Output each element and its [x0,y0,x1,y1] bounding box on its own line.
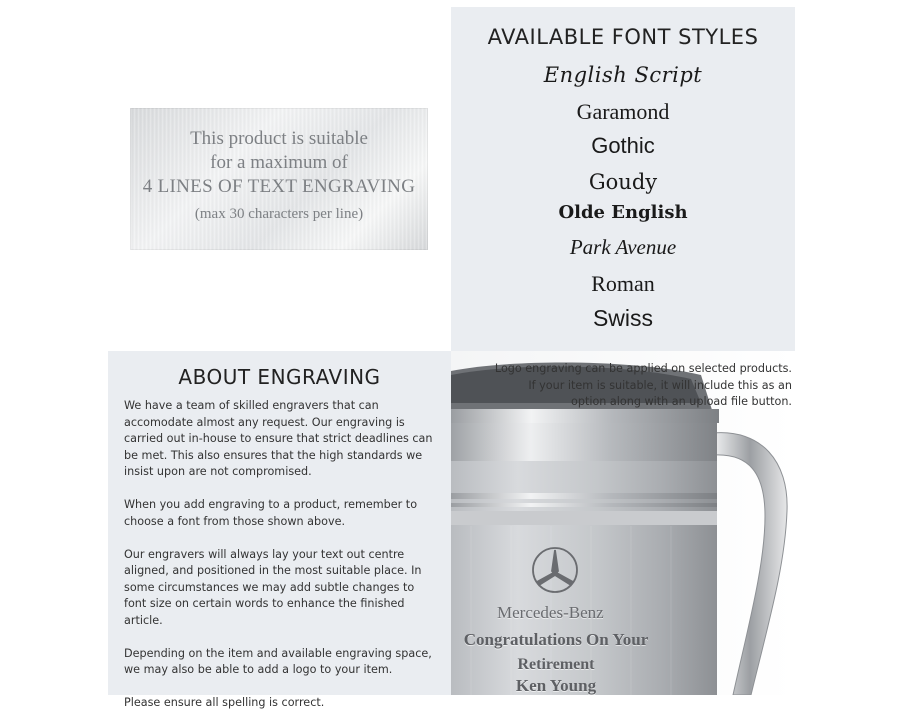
font-sample-english-script: English Script [543,63,703,87]
about-paragraph: We have a team of skilled engravers that can accomodate almost any request. Our engraving is carried out in-house to ensure that strict deadlines can be met. This also ensures that the high standards we insist upon are not compromised. [124,399,433,478]
engraved-line-3: Ken Young [515,676,597,695]
engraved-line-2: Retirement [517,656,595,673]
font-styles-title: AVAILABLE FONT STYLES [487,25,759,49]
font-sample-swiss: Swiss [592,305,654,331]
plate-line-1: This product is suitable [190,128,368,149]
font-sample-roman: Roman [591,271,655,296]
tankard-image-panel [451,351,795,695]
about-engraving-body [124,398,439,728]
logo-engraving-note [472,361,792,411]
font-sample-olde-english: Olde English [558,202,688,223]
logo-note-line-3: option along with an upload file button. [571,395,792,408]
engraved-brand-name: Mercedes-Benz [497,603,604,622]
font-sample-goudy: Goudy [588,170,658,194]
font-sample-garamond: Garamond [576,99,670,124]
about-paragraph: Please ensure all spelling is correct. [124,696,325,709]
engraving-info-plate [130,108,428,250]
plate-line-2: for a maximum of [210,152,348,173]
logo-note-line-2: If your item is suitable, it will include this as an [528,378,792,392]
font-sample-gothic: Gothic [591,133,655,158]
about-engraving-title: ABOUT ENGRAVING [178,365,381,389]
plate-line-3: 4 LINES OF TEXT ENGRAVING [142,176,416,197]
about-paragraph: Depending on the item and available engraving space, we may also be able to add a logo to your item. [124,646,432,676]
about-paragraph: Our engravers will always lay your text out centre aligned, and positioned in the most suitable place. In some circumstances we may add subtle changes to font size on certain words to enhance the finished article. [124,547,422,627]
font-sample-park-avenue: Park Avenue [569,235,677,259]
about-engraving-panel [108,351,451,709]
about-paragraph: When you add engraving to a product, remember to choose a font from those shown above. [124,498,418,528]
logo-note-line-1: Logo engraving can be applied on selected products. [494,362,792,375]
engraved-line-1: Congratulations On Your [463,630,649,649]
plate-line-4: (max 30 characters per line) [194,206,364,222]
font-styles-panel [451,7,795,351]
